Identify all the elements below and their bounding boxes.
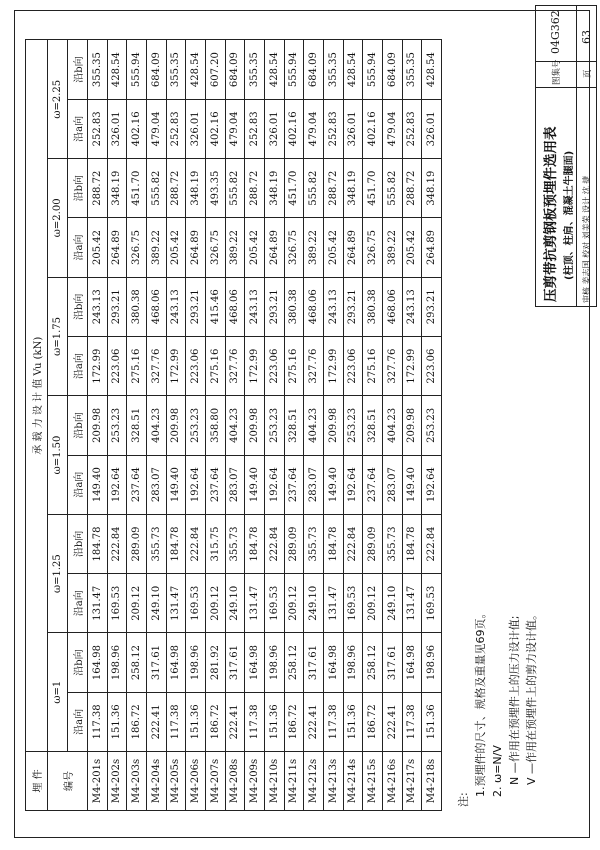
value-cell: 222.84 [107, 514, 127, 573]
value-cell: 355.35 [402, 40, 422, 99]
value-cell: 275.16 [205, 336, 225, 395]
value-cell: 328.51 [284, 396, 304, 455]
value-cell: 192.64 [343, 455, 363, 514]
value-cell: 169.53 [264, 574, 284, 633]
value-cell: 327.76 [304, 336, 324, 395]
value-cell: 184.78 [245, 514, 265, 573]
value-cell: 479.04 [382, 99, 402, 158]
value-cell: 164.98 [166, 633, 186, 692]
value-cell: 249.10 [225, 574, 245, 633]
value-cell: 555.94 [363, 40, 383, 99]
table-row [422, 40, 442, 811]
value-cell: 288.72 [323, 159, 343, 218]
value-cell: 326.75 [363, 218, 383, 277]
value-cell: 380.38 [127, 277, 147, 336]
page-label: 页 [583, 69, 593, 78]
value-cell: 117.38 [402, 692, 422, 751]
value-cell: 149.40 [402, 455, 422, 514]
value-cell: 380.38 [284, 277, 304, 336]
value-cell: 317.61 [382, 633, 402, 692]
value-cell: 404.23 [225, 396, 245, 455]
table-row [225, 40, 245, 811]
value-cell: 555.82 [146, 159, 166, 218]
page-number: 63 [580, 30, 593, 44]
value-cell: 283.07 [146, 455, 166, 514]
value-cell: 293.21 [343, 277, 363, 336]
note-line: 1.预埋件的尺寸、规格及重量见69页。 [474, 607, 487, 797]
value-cell: 172.99 [402, 336, 422, 395]
value-cell: 205.42 [88, 218, 108, 277]
value-cell: 428.54 [186, 40, 206, 99]
notes-label: 注: [457, 792, 470, 807]
value-cell: 243.13 [88, 277, 108, 336]
value-cell: 184.78 [88, 514, 108, 573]
embedded-parts-table [25, 39, 442, 811]
direction-header-row [68, 40, 88, 811]
table-body [88, 40, 442, 811]
table-row [382, 40, 402, 811]
value-cell: 198.96 [264, 633, 284, 692]
value-cell: 172.99 [88, 336, 108, 395]
value-cell: 169.53 [343, 574, 363, 633]
value-cell: 222.41 [304, 692, 324, 751]
value-cell: 328.51 [363, 396, 383, 455]
omega-group-header: ω=1.75 [48, 277, 68, 396]
table-row [127, 40, 147, 811]
value-cell: 258.12 [363, 633, 383, 692]
value-cell: 451.70 [284, 159, 304, 218]
value-cell: 252.83 [402, 99, 422, 158]
value-cell: 222.41 [146, 692, 166, 751]
table-row [146, 40, 166, 811]
value-cell: 404.23 [382, 396, 402, 455]
value-cell: 131.47 [402, 574, 422, 633]
value-cell: 380.38 [363, 277, 383, 336]
value-cell: 348.19 [264, 159, 284, 218]
value-cell: 264.89 [186, 218, 206, 277]
part-code-cell: M4-212s [304, 752, 324, 811]
value-cell: 555.82 [225, 159, 245, 218]
value-cell: 326.01 [343, 99, 363, 158]
value-cell: 209.12 [363, 574, 383, 633]
value-cell: 252.83 [245, 99, 265, 158]
value-cell: 468.06 [146, 277, 166, 336]
part-code-cell: M4-211s [284, 752, 304, 811]
value-cell: 237.64 [127, 455, 147, 514]
value-cell: 209.98 [245, 396, 265, 455]
direction-b-header: 沿b向 [68, 277, 88, 336]
value-cell: 326.75 [127, 218, 147, 277]
value-cell: 404.23 [304, 396, 324, 455]
value-cell: 355.35 [166, 40, 186, 99]
value-cell: 348.19 [186, 159, 206, 218]
value-cell: 151.36 [107, 692, 127, 751]
value-cell: 151.36 [343, 692, 363, 751]
value-cell: 223.06 [422, 336, 442, 395]
value-cell: 205.42 [166, 218, 186, 277]
part-code-cell: M4-207s [205, 752, 225, 811]
table-row [264, 40, 284, 811]
part-code-cell: M4-201s [88, 752, 108, 811]
value-cell: 264.89 [422, 218, 442, 277]
value-cell: 389.22 [146, 218, 166, 277]
title-block [535, 5, 597, 307]
part-code-cell: M4-202s [107, 752, 127, 811]
value-cell: 293.21 [186, 277, 206, 336]
value-cell: 243.13 [402, 277, 422, 336]
value-cell: 684.09 [225, 40, 245, 99]
value-cell: 192.64 [264, 455, 284, 514]
value-cell: 149.40 [166, 455, 186, 514]
value-cell: 326.01 [422, 99, 442, 158]
value-cell: 209.12 [284, 574, 304, 633]
value-cell: 283.07 [225, 455, 245, 514]
value-cell: 479.04 [146, 99, 166, 158]
direction-b-header: 沿b向 [68, 40, 88, 99]
value-cell: 281.92 [205, 633, 225, 692]
value-cell: 186.72 [363, 692, 383, 751]
value-cell: 172.99 [166, 336, 186, 395]
value-cell: 205.42 [402, 218, 422, 277]
value-cell: 293.21 [422, 277, 442, 336]
direction-a-header: 沿a向 [68, 455, 88, 514]
value-cell: 164.98 [88, 633, 108, 692]
table-row [363, 40, 383, 811]
table-row [205, 40, 225, 811]
value-cell: 169.53 [107, 574, 127, 633]
value-cell: 555.94 [127, 40, 147, 99]
value-cell: 186.72 [127, 692, 147, 751]
value-cell: 275.16 [363, 336, 383, 395]
value-cell: 149.40 [323, 455, 343, 514]
drawing-subtitle: (柱顶、柱肩、混凝土牛腿面) [564, 150, 575, 280]
direction-a-header: 沿a向 [68, 692, 88, 751]
value-cell: 184.78 [166, 514, 186, 573]
value-cell: 289.09 [127, 514, 147, 573]
value-cell: 389.22 [304, 218, 324, 277]
direction-b-header: 沿b向 [68, 514, 88, 573]
value-cell: 249.10 [146, 574, 166, 633]
value-cell: 169.53 [186, 574, 206, 633]
value-cell: 317.61 [146, 633, 166, 692]
title-divider [536, 61, 596, 62]
table-row [245, 40, 265, 811]
value-cell: 317.61 [304, 633, 324, 692]
direction-a-header: 沿a向 [68, 574, 88, 633]
value-cell: 253.23 [264, 396, 284, 455]
value-cell: 222.84 [186, 514, 206, 573]
value-cell: 151.36 [186, 692, 206, 751]
value-cell: 169.53 [422, 574, 442, 633]
title-divider [576, 6, 577, 88]
value-cell: 209.98 [88, 396, 108, 455]
value-cell: 555.82 [304, 159, 324, 218]
value-cell: 479.04 [304, 99, 324, 158]
value-cell: 172.99 [323, 336, 343, 395]
value-cell: 289.09 [363, 514, 383, 573]
value-cell: 151.36 [422, 692, 442, 751]
value-cell: 315.75 [205, 514, 225, 573]
direction-b-header: 沿b向 [68, 396, 88, 455]
value-cell: 555.94 [284, 40, 304, 99]
value-cell: 451.70 [127, 159, 147, 218]
direction-b-header: 沿b向 [68, 633, 88, 692]
omega-group-header: ω=1.25 [48, 514, 68, 633]
value-cell: 389.22 [382, 218, 402, 277]
value-cell: 479.04 [225, 99, 245, 158]
value-cell: 252.83 [88, 99, 108, 158]
value-cell: 164.98 [402, 633, 422, 692]
value-cell: 402.16 [205, 99, 225, 158]
value-cell: 223.06 [186, 336, 206, 395]
value-cell: 355.35 [245, 40, 265, 99]
value-cell: 117.38 [323, 692, 343, 751]
part-code-cell: M4-210s [264, 752, 284, 811]
value-cell: 131.47 [245, 574, 265, 633]
value-cell: 209.98 [323, 396, 343, 455]
value-cell: 243.13 [245, 277, 265, 336]
value-cell: 288.72 [166, 159, 186, 218]
value-cell: 253.23 [422, 396, 442, 455]
value-cell: 288.72 [245, 159, 265, 218]
value-cell: 192.64 [186, 455, 206, 514]
part-code-cell: M4-206s [186, 752, 206, 811]
value-cell: 222.84 [264, 514, 284, 573]
value-cell: 389.22 [225, 218, 245, 277]
value-cell: 293.21 [264, 277, 284, 336]
value-cell: 131.47 [88, 574, 108, 633]
table-row [343, 40, 363, 811]
part-code-cell: M4-209s [245, 752, 265, 811]
value-cell: 684.09 [146, 40, 166, 99]
part-code-cell: M4-203s [127, 752, 147, 811]
value-cell: 468.06 [382, 277, 402, 336]
value-cell: 237.64 [284, 455, 304, 514]
value-cell: 222.84 [343, 514, 363, 573]
value-cell: 293.21 [107, 277, 127, 336]
value-cell: 253.23 [343, 396, 363, 455]
value-cell: 205.42 [323, 218, 343, 277]
note-line: 2. ω=N/V [491, 745, 504, 797]
value-cell: 326.01 [264, 99, 284, 158]
atlas-number: 04G362 [549, 10, 562, 54]
table-row [284, 40, 304, 811]
value-cell: 355.73 [225, 514, 245, 573]
value-cell: 252.83 [166, 99, 186, 158]
value-cell: 243.13 [166, 277, 186, 336]
value-cell: 684.09 [304, 40, 324, 99]
value-cell: 243.13 [323, 277, 343, 336]
table-row [402, 40, 422, 811]
value-cell: 348.19 [107, 159, 127, 218]
omega-group-header: ω=2.25 [48, 40, 68, 159]
value-cell: 355.73 [304, 514, 324, 573]
value-cell: 117.38 [245, 692, 265, 751]
table-row [88, 40, 108, 811]
value-cell: 192.64 [422, 455, 442, 514]
value-cell: 149.40 [88, 455, 108, 514]
value-cell: 117.38 [88, 692, 108, 751]
part-code-cell: M4-204s [146, 752, 166, 811]
value-cell: 198.96 [186, 633, 206, 692]
value-cell: 493.35 [205, 159, 225, 218]
value-cell: 283.07 [304, 455, 324, 514]
table-row [166, 40, 186, 811]
value-cell: 249.10 [304, 574, 324, 633]
value-cell: 607.20 [205, 40, 225, 99]
table-row [304, 40, 324, 811]
value-cell: 288.72 [88, 159, 108, 218]
omega-group-header: ω=2.00 [48, 159, 68, 278]
value-cell: 428.54 [107, 40, 127, 99]
value-cell: 326.01 [107, 99, 127, 158]
value-cell: 275.16 [127, 336, 147, 395]
part-code-cell: M4-208s [225, 752, 245, 811]
value-cell: 237.64 [205, 455, 225, 514]
value-cell: 223.06 [343, 336, 363, 395]
direction-a-header: 沿a向 [68, 218, 88, 277]
part-code-cell: M4-216s [382, 752, 402, 811]
value-cell: 428.54 [264, 40, 284, 99]
drawing-frame [14, 10, 593, 838]
value-cell: 289.09 [284, 514, 304, 573]
value-cell: 264.89 [107, 218, 127, 277]
value-cell: 275.16 [284, 336, 304, 395]
value-cell: 355.35 [88, 40, 108, 99]
atlas-number-label: 图集号 [552, 59, 562, 85]
value-cell: 288.72 [402, 159, 422, 218]
table-row [107, 40, 127, 811]
notes [455, 427, 540, 807]
part-code-cell: M4-215s [363, 752, 383, 811]
value-cell: 209.98 [402, 396, 422, 455]
value-cell: 198.96 [422, 633, 442, 692]
value-cell: 468.06 [304, 277, 324, 336]
drawing-title: 压剪带抗剪钢板预埋件选用表 [543, 126, 559, 302]
capacity-title: 承 载 力 设 计 值 Vu (kN) [26, 40, 48, 752]
value-cell: 223.06 [264, 336, 284, 395]
value-cell: 164.98 [245, 633, 265, 692]
value-cell: 131.47 [166, 574, 186, 633]
value-cell: 355.73 [146, 514, 166, 573]
value-cell: 402.16 [284, 99, 304, 158]
value-cell: 348.19 [422, 159, 442, 218]
value-cell: 117.38 [166, 692, 186, 751]
value-cell: 451.70 [363, 159, 383, 218]
value-cell: 317.61 [225, 633, 245, 692]
omega-group-header: ω=1 [48, 633, 68, 752]
value-cell: 555.82 [382, 159, 402, 218]
table-row [186, 40, 206, 811]
value-cell: 327.76 [225, 336, 245, 395]
value-cell: 184.78 [402, 514, 422, 573]
value-cell: 283.07 [382, 455, 402, 514]
value-cell: 253.23 [107, 396, 127, 455]
value-cell: 222.41 [225, 692, 245, 751]
value-cell: 209.12 [127, 574, 147, 633]
value-cell: 415.46 [205, 277, 225, 336]
note-line: N —作用在预埋件上的压力设计值; [508, 615, 521, 785]
value-cell: 355.35 [323, 40, 343, 99]
value-cell: 223.06 [107, 336, 127, 395]
value-cell: 404.23 [146, 396, 166, 455]
value-cell: 326.75 [284, 218, 304, 277]
title-divider [536, 87, 596, 88]
value-cell: 428.54 [343, 40, 363, 99]
value-cell: 164.98 [323, 633, 343, 692]
value-cell: 326.75 [205, 218, 225, 277]
value-cell: 172.99 [245, 336, 265, 395]
value-cell: 327.76 [382, 336, 402, 395]
value-cell: 258.12 [284, 633, 304, 692]
value-cell: 186.72 [284, 692, 304, 751]
value-cell: 684.09 [382, 40, 402, 99]
omega-group-header: ω=1.50 [48, 396, 68, 515]
value-cell: 249.10 [382, 574, 402, 633]
direction-b-header: 沿b向 [68, 159, 88, 218]
value-cell: 222.41 [382, 692, 402, 751]
value-cell: 205.42 [245, 218, 265, 277]
value-cell: 209.98 [166, 396, 186, 455]
value-cell: 355.73 [382, 514, 402, 573]
value-cell: 264.89 [264, 218, 284, 277]
value-cell: 258.12 [127, 633, 147, 692]
value-cell: 222.84 [422, 514, 442, 573]
embed-header: 埋 件 [26, 752, 48, 811]
value-cell: 428.54 [422, 40, 442, 99]
part-code-cell: M4-213s [323, 752, 343, 811]
table-row [323, 40, 343, 811]
value-cell: 186.72 [205, 692, 225, 751]
value-cell: 192.64 [107, 455, 127, 514]
value-cell: 198.96 [343, 633, 363, 692]
value-cell: 253.23 [186, 396, 206, 455]
code-header: 编号 [48, 752, 88, 811]
part-code-cell: M4-217s [402, 752, 422, 811]
value-cell: 264.89 [343, 218, 363, 277]
value-cell: 184.78 [323, 514, 343, 573]
value-cell: 328.51 [127, 396, 147, 455]
direction-a-header: 沿a向 [68, 99, 88, 158]
part-code-cell: M4-214s [343, 752, 363, 811]
value-cell: 348.19 [343, 159, 363, 218]
note-line: V —作用在预埋件上的剪力设计值。 [525, 608, 538, 785]
part-code-cell: M4-205s [166, 752, 186, 811]
value-cell: 237.64 [363, 455, 383, 514]
value-cell: 402.16 [363, 99, 383, 158]
direction-a-header: 沿a向 [68, 336, 88, 395]
value-cell: 151.36 [264, 692, 284, 751]
part-code-cell: M4-218s [422, 752, 442, 811]
value-cell: 402.16 [127, 99, 147, 158]
value-cell: 198.96 [107, 633, 127, 692]
value-cell: 252.83 [323, 99, 343, 158]
value-cell: 326.01 [186, 99, 206, 158]
value-cell: 209.12 [205, 574, 225, 633]
signature-row: 审核 姜志国 校对 刘美荣 设计 沈 捷 [576, 88, 596, 306]
value-cell: 358.80 [205, 396, 225, 455]
value-cell: 131.47 [323, 574, 343, 633]
value-cell: 327.76 [146, 336, 166, 395]
value-cell: 468.06 [225, 277, 245, 336]
value-cell: 149.40 [245, 455, 265, 514]
